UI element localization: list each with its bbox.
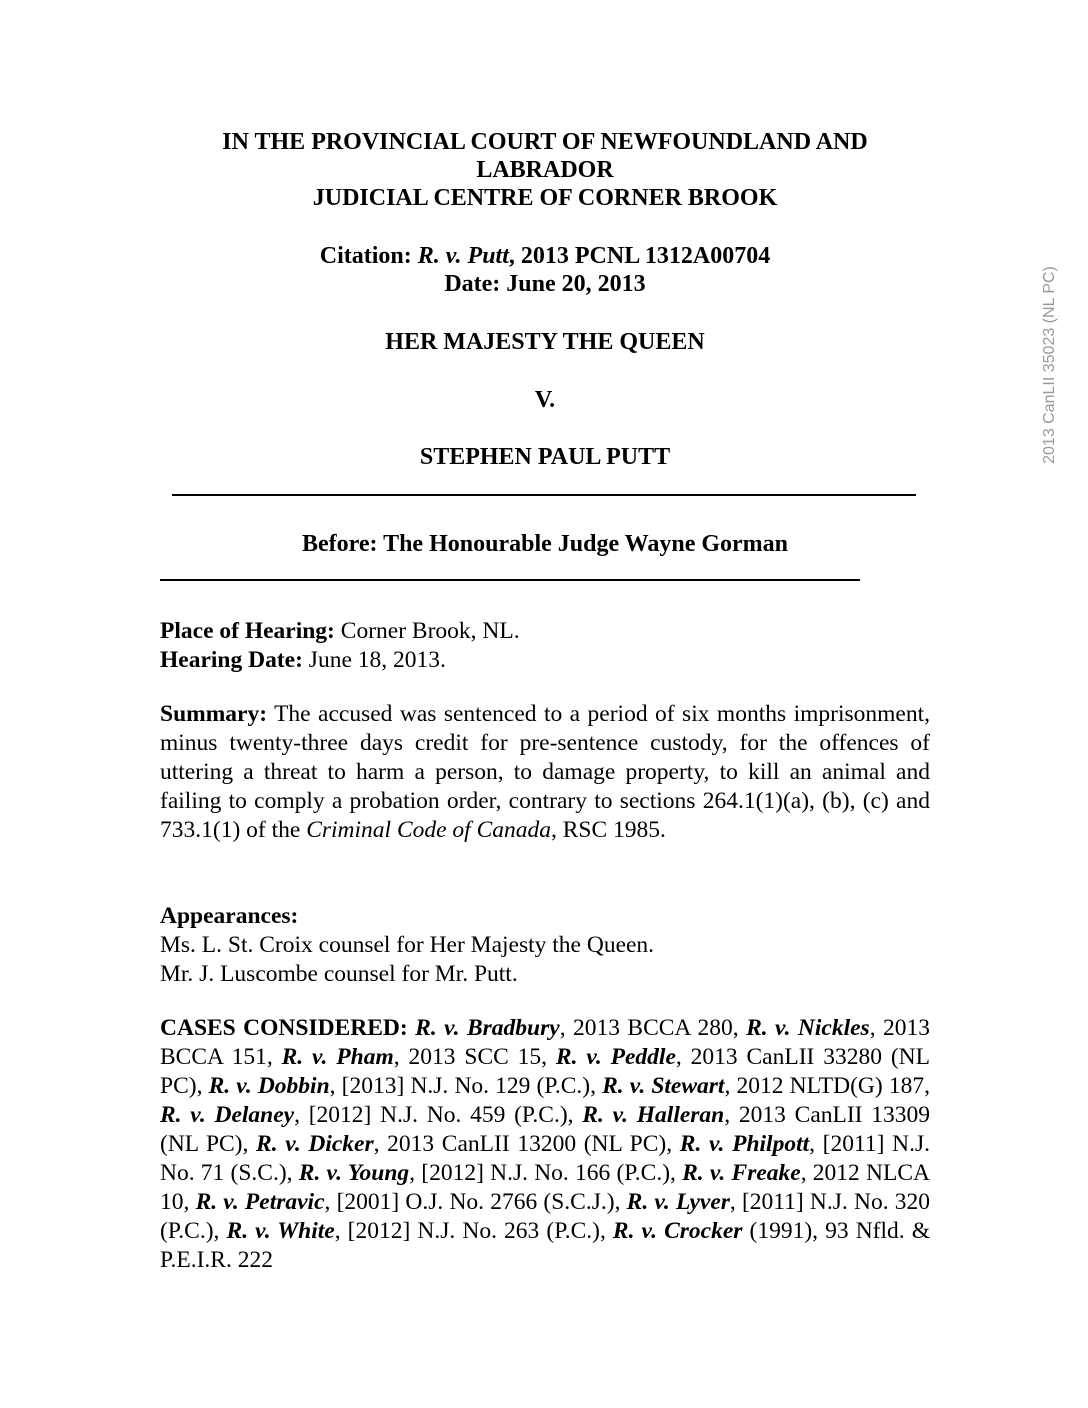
case-citation: , 2013 SCC 15,: [393, 1044, 556, 1070]
cases-list: [160, 1015, 930, 1273]
case-name: R. v. Lyver: [626, 1189, 730, 1215]
citation-case-name: R. v. Putt: [417, 243, 509, 269]
case-citation: , [2012] N.J. No. 459 (P.C.),: [294, 1102, 583, 1128]
summary-text-b: , RSC 1985.: [551, 817, 666, 843]
place-value: Corner Brook, NL.: [334, 618, 520, 644]
case-name: R. v. Young: [298, 1160, 410, 1186]
hearing-date-label: Hearing Date:: [160, 647, 303, 673]
case-name: R. v. Petravic: [195, 1189, 325, 1215]
case-citation: (1991), 93 Nfld. & P.E.I.R. 222: [160, 1218, 931, 1273]
case-citation: , 2012 NLTD(G) 187,: [724, 1073, 930, 1099]
decision-date-label: Date:: [444, 271, 501, 297]
summary-label: Summary:: [160, 701, 268, 727]
canlii-watermark: [1040, 250, 1060, 480]
appearances-block: [160, 902, 930, 989]
case-name: R. v. Dobbin: [208, 1073, 330, 1099]
case-citation: , 2013 CanLII 33280 (NL PC),: [160, 1044, 931, 1099]
place-label: Place of Hearing:: [160, 618, 335, 644]
hearing-details: [160, 617, 930, 675]
plaintiff: HER MAJESTY THE QUEEN: [385, 329, 705, 355]
case-citation: , 2013 BCCA 151,: [160, 1015, 931, 1070]
appearances-label: Appearances:: [160, 903, 299, 929]
case-name: R. v. Philpott: [679, 1131, 810, 1157]
case-name: R. v. Halleran: [582, 1102, 725, 1128]
court-heading: [160, 128, 930, 212]
divider-rule-2: [160, 579, 860, 581]
case-name: R. v. Freake: [682, 1160, 801, 1186]
case-citation: , 2013 CanLII 13309 (NL PC),: [160, 1102, 931, 1157]
divider-rule-1: [172, 494, 916, 496]
case-citation: , 2013 BCCA 280,: [559, 1015, 747, 1041]
summary-statute: Criminal Code of Canada: [306, 817, 551, 843]
case-name: R. v. Crocker: [612, 1218, 743, 1244]
hearing-date: [160, 646, 930, 675]
cases-label: CASES CONSIDERED:: [160, 1015, 408, 1041]
case-citation: , 2012 NLCA 10,: [160, 1160, 930, 1215]
case-name: R. v. Pham: [281, 1044, 394, 1070]
place-of-hearing: [160, 617, 930, 646]
case-citation: , [2012] N.J. No. 263 (P.C.),: [334, 1218, 613, 1244]
summary-paragraph: [160, 700, 930, 845]
case-name: R. v. Stewart: [602, 1073, 725, 1099]
case-citation: , [2012] N.J. No. 166 (P.C.),: [409, 1160, 683, 1186]
case-name: R. v. Dicker: [256, 1131, 374, 1157]
case-citation: , [2001] O.J. No. 2766 (S.C.J.),: [324, 1189, 627, 1215]
citation-block: [160, 242, 930, 298]
case-name: R. v. Delaney: [160, 1102, 295, 1128]
appearance-defence: Mr. J. Luscombe counsel for Mr. Putt.: [160, 961, 518, 987]
case-citation: , [2013] N.J. No. 129 (P.C.),: [329, 1073, 603, 1099]
court-line-1: IN THE PROVINCIAL COURT OF NEWFOUNDLAND AND: [222, 129, 868, 155]
case-name: R. v. Bradbury: [415, 1015, 560, 1041]
hearing-date-value: June 18, 2013.: [302, 647, 446, 673]
defendant: STEPHEN PAUL PUTT: [419, 444, 671, 470]
court-line-2: LABRADOR: [476, 157, 614, 183]
appearance-crown: Ms. L. St. Croix counsel for Her Majesty the Queen.: [160, 932, 655, 958]
case-citation: , [2011] N.J. No. 71 (S.C.),: [160, 1131, 930, 1186]
case-citation: , 2013 CanLII 13200 (NL PC),: [373, 1131, 680, 1157]
decision-date-line: [160, 270, 930, 298]
watermark-text: 2013 CanLII 35023 (NL PC): [1041, 266, 1058, 464]
case-name: R. v. Peddle: [555, 1044, 676, 1070]
decision-date-value: June 20, 2013: [506, 271, 646, 297]
citation-label: Citation:: [319, 243, 412, 269]
before-judge: Before: The Honourable Judge Wayne Gorman: [301, 531, 789, 557]
citation-number: , 2013 PCNL 1312A00704: [508, 243, 771, 269]
court-line-3: JUDICIAL CENTRE OF CORNER BROOK: [312, 185, 778, 211]
versus: V.: [534, 387, 556, 413]
case-name: R. v. Nickles: [746, 1015, 870, 1041]
cases-considered: [160, 1014, 930, 1275]
case-name: R. v. White: [226, 1218, 335, 1244]
case-citation: , [2011] N.J. No. 320 (P.C.),: [160, 1189, 930, 1244]
summary-text-a: The accused was sentenced to a period of six months imprisonment, minus twenty-three days credit for pre-sentence custody, for the offences of uttering a threat to harm a person, to damage property, to kill an animal and failing to comply a probation order, contrary to sections 264.1(1)(a), (b), (c) and 733.1(1) of the: [160, 701, 930, 843]
citation-line: [160, 242, 930, 270]
